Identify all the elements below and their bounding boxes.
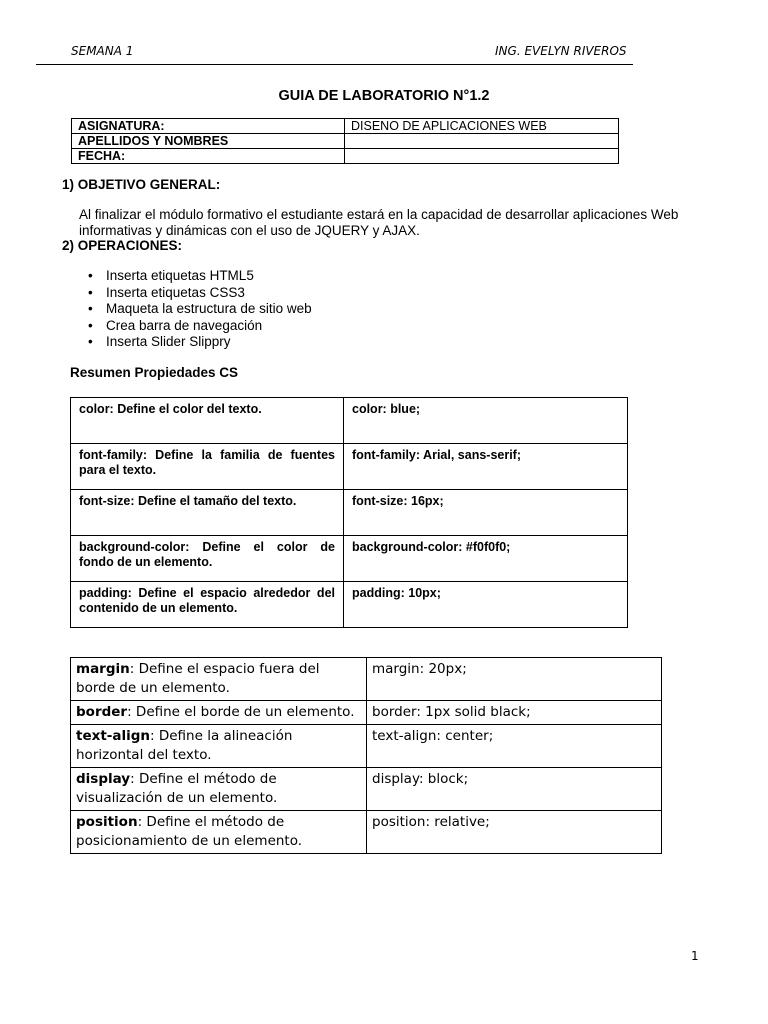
property-name: border — [76, 704, 128, 720]
property-name: display — [76, 771, 131, 787]
property-description: background-color: Define el color de fondo de un elemento. — [71, 536, 344, 582]
css-properties-table-2 — [70, 657, 662, 854]
header-author: ING. EVELYN RIVEROS — [495, 44, 627, 58]
info-key: FECHA: — [72, 149, 345, 164]
table-row — [71, 725, 662, 768]
table-row — [71, 768, 662, 811]
property-example: border: 1px solid black; — [367, 701, 662, 725]
list-item: • Inserta etiquetas HTML5 — [88, 268, 312, 285]
table-row — [71, 811, 662, 854]
property-example: font-size: 16px; — [344, 490, 628, 536]
property-name: position — [76, 814, 138, 830]
table-row — [71, 701, 662, 725]
list-item: • Inserta Slider Slippry — [88, 334, 312, 351]
info-value: DISENO DE APLICACIONES WEB — [345, 119, 619, 134]
css-properties-table-1 — [70, 397, 628, 628]
header-week: SEMANA 1 — [71, 44, 134, 58]
property-example: margin: 20px; — [367, 658, 662, 701]
property-description: font-size: Define el tamaño del texto. — [71, 490, 344, 536]
summary-title: Resumen Propiedades CS — [70, 365, 239, 380]
property-text: : Define la alineación horizontal del texto. — [76, 728, 293, 763]
property-text: : Define el borde de un elemento. — [127, 704, 355, 720]
table-row — [71, 444, 628, 490]
list-item: • Crea barra de navegación — [88, 318, 312, 335]
property-example: position: relative; — [367, 811, 662, 854]
table-row — [71, 536, 628, 582]
property-text: : Define el método de posicionamiento de un elemento. — [76, 814, 303, 849]
property-example: display: block; — [367, 768, 662, 811]
list-item: • Maqueta la estructura de sitio web — [88, 301, 312, 318]
property-example: color: blue; — [344, 398, 628, 444]
property-example: text-align: center; — [367, 725, 662, 768]
info-row — [72, 149, 619, 164]
property-description — [71, 725, 367, 768]
info-key: ASIGNATURA: — [72, 119, 345, 134]
section-heading-objective: 1) OBJETIVO GENERAL: — [62, 177, 221, 192]
property-description: color: Define el color del texto. — [71, 398, 344, 444]
objective-paragraph: Al finalizar el módulo formativo el estudiante estará en la capacidad de desarrollar aplicaciones Web informativas y dinámicas con el uso de JQUERY y AJAX. — [79, 207, 679, 238]
property-name: margin — [76, 661, 130, 677]
info-row — [72, 134, 619, 149]
info-row — [72, 119, 619, 134]
table-row — [71, 398, 628, 444]
page-title: GUIA DE LABORATORIO N°1.2 — [278, 88, 490, 104]
table-row — [71, 658, 662, 701]
property-example: background-color: #f0f0f0; — [344, 536, 628, 582]
property-description — [71, 658, 367, 701]
operations-list — [88, 268, 312, 351]
info-table — [71, 118, 619, 164]
property-name: text-align — [76, 728, 151, 744]
table-row — [71, 490, 628, 536]
property-description — [71, 811, 367, 854]
property-description: font-family: Define la familia de fuentes para el texto. — [71, 444, 344, 490]
property-text: : Define el método de visualización de un elemento. — [76, 771, 278, 806]
property-example: padding: 10px; — [344, 582, 628, 628]
property-description — [71, 701, 367, 725]
property-description: padding: Define el espacio alrededor del contenido de un elemento. — [71, 582, 344, 628]
table-row — [71, 582, 628, 628]
property-description — [71, 768, 367, 811]
property-text: : Define el espacio fuera del borde de un elemento. — [76, 661, 320, 696]
info-value — [345, 149, 619, 164]
section-heading-operations: 2) OPERACIONES: — [62, 238, 183, 253]
info-value — [345, 134, 619, 149]
page-number: 1 — [691, 949, 699, 963]
list-item: • Inserta etiquetas CSS3 — [88, 285, 312, 302]
header-divider — [36, 64, 633, 65]
property-example: font-family: Arial, sans-serif; — [344, 444, 628, 490]
info-key: APELLIDOS Y NOMBRES — [72, 134, 345, 149]
